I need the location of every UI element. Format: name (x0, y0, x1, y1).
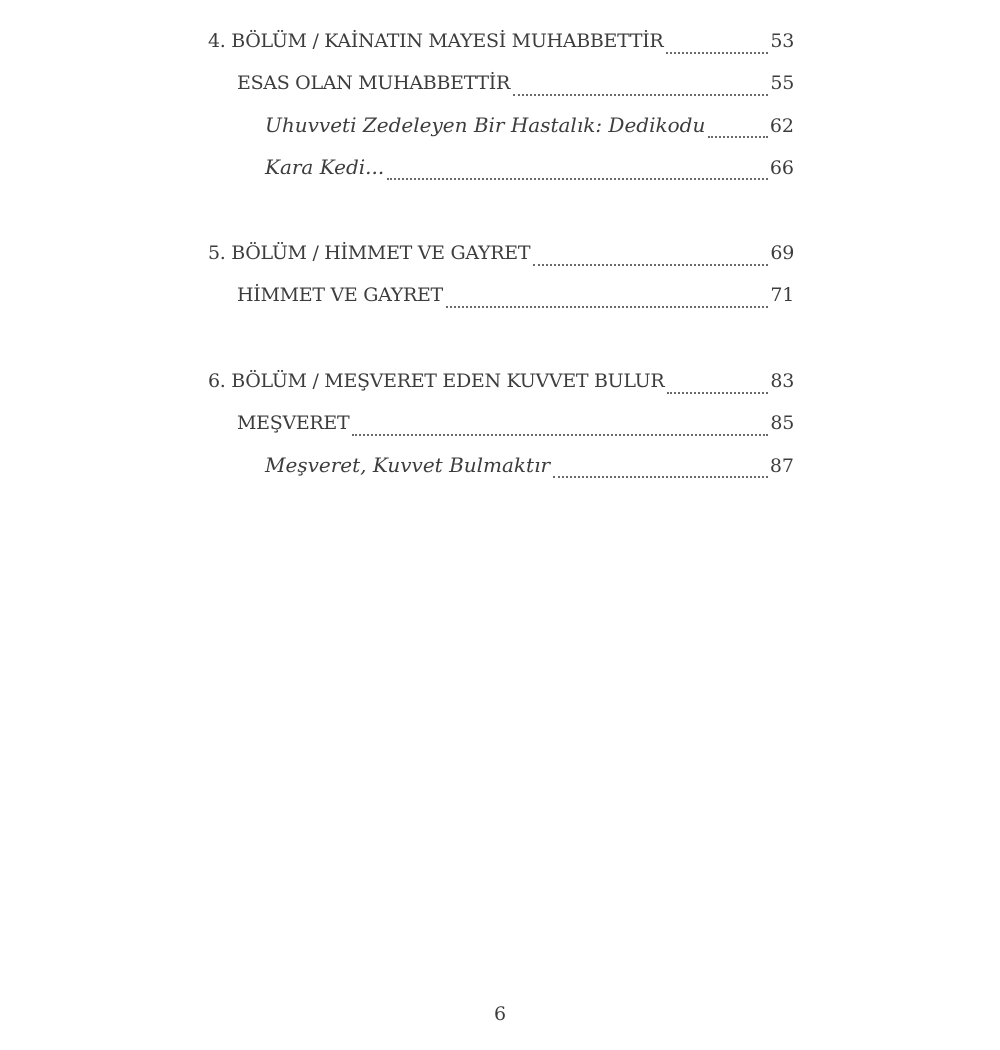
dot-leader (667, 392, 768, 394)
toc-entry-label: Uhuvveti Zedeleyen Bir Hastalık: Dedikodu (265, 113, 706, 137)
dot-leader (553, 476, 768, 478)
toc-entry-label: Kara Kedi... (265, 155, 385, 179)
toc-entry-chapter-4 (208, 26, 794, 68)
toc-entry-chapter-6 (208, 366, 794, 408)
dot-leader (533, 264, 768, 266)
toc-entry-page: 83 (770, 370, 794, 392)
toc-entry-heading (208, 68, 794, 110)
toc-entry-chapter-5 (208, 238, 794, 280)
toc-section-5 (208, 238, 794, 322)
dot-leader (352, 434, 768, 436)
toc-entry-page: 62 (769, 115, 794, 137)
toc-section-6 (208, 366, 794, 492)
dot-leader (446, 306, 769, 308)
toc-entry-page: 87 (769, 455, 794, 477)
page-number: 6 (493, 1003, 507, 1025)
dot-leader (708, 136, 767, 138)
toc-entry-page: 85 (770, 412, 794, 434)
toc-entry-page: 66 (769, 157, 794, 179)
toc-entry-heading (208, 280, 794, 322)
toc-entry-label: Meşveret, Kuvvet Bulmaktır (265, 453, 551, 477)
toc-entry-page: 53 (770, 30, 794, 52)
toc-entry-label: MEŞVERET (237, 412, 350, 434)
toc-entry-page: 55 (770, 72, 794, 94)
table-of-contents (208, 26, 794, 492)
toc-entry-page: 69 (770, 242, 794, 264)
toc-entry-page: 71 (770, 284, 794, 306)
toc-entry-heading (208, 408, 794, 450)
toc-section-4 (208, 26, 794, 194)
dot-leader (666, 52, 768, 54)
toc-entry-label: 5. BÖLÜM / HİMMET VE GAYRET (208, 242, 531, 264)
dot-leader (513, 94, 768, 96)
dot-leader (387, 178, 768, 180)
toc-entry-subheading (208, 152, 794, 194)
toc-entry-subheading (208, 110, 794, 152)
toc-entry-label: HİMMET VE GAYRET (237, 284, 443, 306)
toc-entry-subheading (208, 450, 794, 492)
toc-entry-label: ESAS OLAN MUHABBETTİR (237, 72, 511, 94)
toc-entry-label: 6. BÖLÜM / MEŞVERET EDEN KUVVET BULUR (208, 370, 665, 392)
toc-entry-label: 4. BÖLÜM / KAİNATIN MAYESİ MUHABBETTİR (208, 30, 664, 52)
